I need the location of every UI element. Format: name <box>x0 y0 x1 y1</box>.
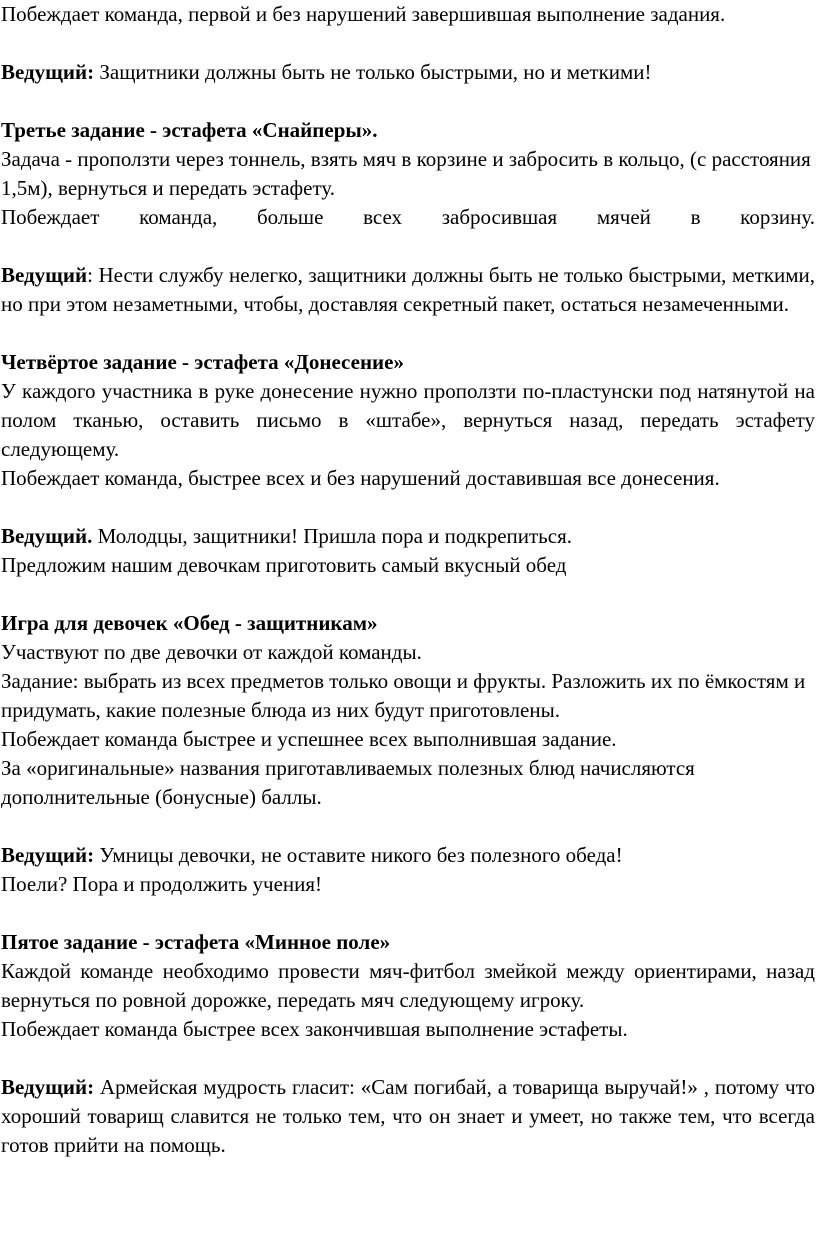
paragraph-text: Каждой команде необходимо провести мяч-фитбол змейкой между ориентирами, назад вернуться по ровной дорожке, передать мяч следующему игроку. <box>1 959 815 1012</box>
task-heading-minefield: Пятое задание - эстафета «Минное поле» <box>1 930 391 954</box>
paragraph-offer-girls <box>1 551 815 580</box>
paragraph-text: Задание: выбрать из всех предметов только овощи и фрукты. Разложить их по ёмкостям и придумать, какие полезные блюда из них будут приготовлены. <box>1 669 806 722</box>
host-line-army-wisdom <box>1 1073 815 1160</box>
paragraph-dispatch-task <box>1 377 815 464</box>
paragraph-girls-bonus <box>1 754 815 812</box>
paragraph-text: У каждого участника в руке донесение нужно проползти по-пластунски под натянутой на полом тканью, оставить письмо в «штабе», вернуться назад, передать эстафету следующему. <box>1 379 815 461</box>
paragraph-text: Задача - проползти через тоннель, взять мяч в корзине и забросить в кольцо, (с расстояния 1,5м), вернуться и передать эстафету. <box>1 147 811 200</box>
blank-line <box>1 29 815 58</box>
blank-line <box>1 899 815 928</box>
paragraph-snipers-task <box>1 145 815 203</box>
host-speech: Армейская мудрость гласит: «Сам погибай, а товарища выручай!» , потому что хороший товарищ славится не только тем, что он знает и умеет, но также тем, что всегда готов прийти на помощь. <box>1 1075 815 1157</box>
paragraph-text: Побеждает команда, больше всех забросившая мячей в корзину. <box>1 205 815 229</box>
host-label: Ведущий: <box>1 843 95 867</box>
task-heading-snipers: Третье задание - эстафета «Снайперы». <box>1 118 378 142</box>
blank-line <box>1 580 815 609</box>
host-label: Ведущий: <box>1 1075 95 1099</box>
task-heading-dispatch: Четвёртое задание - эстафета «Донесение» <box>1 350 404 374</box>
paragraph-minefield-winner <box>1 1015 815 1044</box>
host-speech: : Нести службу нелегко, защитники должны быть не только быстрыми, меткими, но при этом незаметными, чтобы, доставляя секретный пакет, остаться незамеченными. <box>1 263 815 316</box>
host-line-secret-package <box>1 261 815 319</box>
paragraph-text: Побеждает команда, быстрее всех и без нарушений доставившая все донесения. <box>1 466 720 490</box>
host-speech: Умницы девочки, не оставите никого без полезного обеда! <box>94 843 623 867</box>
host-label: Ведущий. <box>1 524 93 548</box>
paragraph-girls-participants <box>1 638 815 667</box>
host-line-well-done <box>1 522 815 551</box>
paragraph-text: За «оригинальные» названия приготавливаемых полезных блюд начисляются дополнительные (бонусные) баллы. <box>1 756 695 809</box>
blank-line <box>1 493 815 522</box>
paragraph-minefield-task <box>1 957 815 1015</box>
paragraph-snipers-winner <box>1 203 815 232</box>
blank-line <box>1 319 815 348</box>
paragraph-text: Предложим нашим девочкам приготовить самый вкусный обед <box>1 553 567 577</box>
host-line-defenders-accurate <box>1 58 815 87</box>
host-speech: Защитники должны быть не только быстрыми, но и меткими! <box>94 60 652 84</box>
paragraph-text: Поели? Пора и продолжить учения! <box>1 872 323 896</box>
paragraph-girls-task <box>1 667 815 725</box>
paragraph-text: Побеждает команда быстрее всех закончившая выполнение эстафеты. <box>1 1017 628 1041</box>
host-label: Ведущий: <box>1 60 95 84</box>
paragraph-team-wins-first <box>1 0 815 29</box>
paragraph-girls-winner <box>1 725 815 754</box>
paragraph-dispatch-winner <box>1 464 815 493</box>
paragraph-continue-training <box>1 870 815 899</box>
paragraph-text: Побеждает команда, первой и без нарушений завершившая выполнение задания. <box>1 2 726 26</box>
host-label: Ведущий <box>1 263 88 287</box>
host-line-clever-girls <box>1 841 815 870</box>
host-speech: Молодцы, защитники! Пришла пора и подкрепиться. <box>92 524 572 548</box>
blank-line <box>1 232 815 261</box>
blank-line <box>1 1044 815 1073</box>
blank-line <box>1 812 815 841</box>
blank-line <box>1 87 815 116</box>
task-heading-girls-game: Игра для девочек «Обед - защитникам» <box>1 611 378 635</box>
paragraph-text: Побеждает команда быстрее и успешнее всех выполнившая задание. <box>1 727 617 751</box>
paragraph-text: Участвуют по две девочки от каждой команды. <box>1 640 422 664</box>
